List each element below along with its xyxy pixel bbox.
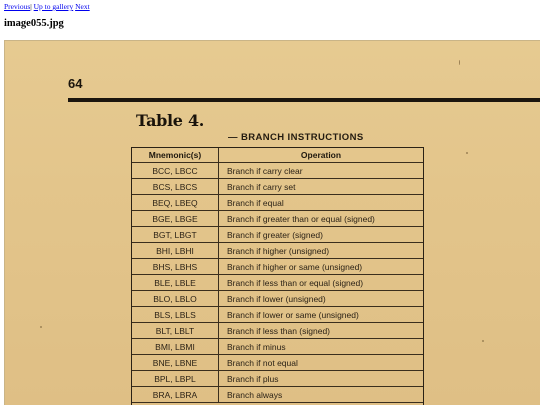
table-row xyxy=(132,179,423,195)
operation-cell: Branch if greater (signed) xyxy=(219,227,424,243)
operation-cell: Branch if higher (unsigned) xyxy=(219,243,424,259)
paper-speck xyxy=(466,152,468,154)
operation-cell: Branch if higher or same (unsigned) xyxy=(219,259,424,275)
table-heading: Table 4. xyxy=(136,111,205,130)
page-title: image055.jpg xyxy=(4,18,64,29)
table-row xyxy=(132,211,423,227)
mnemonic-cell: BGT, LBGT xyxy=(132,227,219,243)
operation-cell: Branch if carry clear xyxy=(219,163,424,179)
table-row xyxy=(132,259,423,275)
column-header-operation: Operation xyxy=(219,148,424,163)
paper-speck xyxy=(482,340,484,342)
mnemonic-cell: BHS, LBHS xyxy=(132,259,219,275)
operation-cell: Branch if lower or same (unsigned) xyxy=(219,307,424,323)
paper-speck xyxy=(40,326,42,328)
up-to-gallery-link[interactable]: Up to gallery xyxy=(33,2,74,11)
mnemonic-cell: BGE, LBGE xyxy=(132,211,219,227)
branch-instructions-table xyxy=(131,147,424,405)
mnemonic-cell: BLS, LBLS xyxy=(132,307,219,323)
column-header-mnemonic: Mnemonic(s) xyxy=(132,148,219,163)
table-row xyxy=(132,291,423,307)
table-row xyxy=(132,371,423,387)
table-row xyxy=(132,307,423,323)
table-row xyxy=(132,275,423,291)
operation-cell: Branch if equal xyxy=(219,195,424,211)
operation-cell: Branch if not equal xyxy=(219,355,424,371)
table-row xyxy=(132,387,423,403)
table-row xyxy=(132,323,423,339)
operation-cell: Branch if less than (signed) xyxy=(219,323,424,339)
paper-speck xyxy=(459,60,460,65)
book-page-number: 64 xyxy=(68,76,83,91)
mnemonic-cell: BCS, LBCS xyxy=(132,179,219,195)
table-row xyxy=(132,163,423,179)
mnemonic-cell: BLT, LBLT xyxy=(132,323,219,339)
mnemonic-cell: BLE, LBLE xyxy=(132,275,219,291)
mnemonic-cell: BCC, LBCC xyxy=(132,163,219,179)
table-row xyxy=(132,195,423,211)
next-link[interactable]: Next xyxy=(75,2,90,11)
gallery-nav xyxy=(4,2,90,11)
mnemonic-cell: BRA, LBRA xyxy=(132,387,219,403)
table-row xyxy=(132,339,423,355)
mnemonic-cell: BLO, LBLO xyxy=(132,291,219,307)
table-subheading: — BRANCH INSTRUCTIONS xyxy=(228,132,364,143)
operation-cell: Branch if minus xyxy=(219,339,424,355)
table-row xyxy=(132,243,423,259)
table-header-row xyxy=(132,148,423,163)
mnemonic-cell: BHI, LBHI xyxy=(132,243,219,259)
operation-cell: Branch if greater than or equal (signed) xyxy=(219,211,424,227)
previous-link[interactable]: Previous xyxy=(4,2,31,11)
mnemonic-cell: BEQ, LBEQ xyxy=(132,195,219,211)
mnemonic-cell: BMI, LBMI xyxy=(132,339,219,355)
operation-cell: Branch always xyxy=(219,387,424,403)
scanned-page-image xyxy=(4,40,540,405)
operation-cell: Branch if plus xyxy=(219,371,424,387)
operation-cell: Branch if less than or equal (signed) xyxy=(219,275,424,291)
table-row xyxy=(132,355,423,371)
operation-cell: Branch if lower (unsigned) xyxy=(219,291,424,307)
mnemonic-cell: BPL, LBPL xyxy=(132,371,219,387)
nav-separator: | xyxy=(30,2,32,11)
table-row xyxy=(132,227,423,243)
mnemonic-cell: BNE, LBNE xyxy=(132,355,219,371)
header-rule xyxy=(68,98,540,102)
operation-cell: Branch if carry set xyxy=(219,179,424,195)
